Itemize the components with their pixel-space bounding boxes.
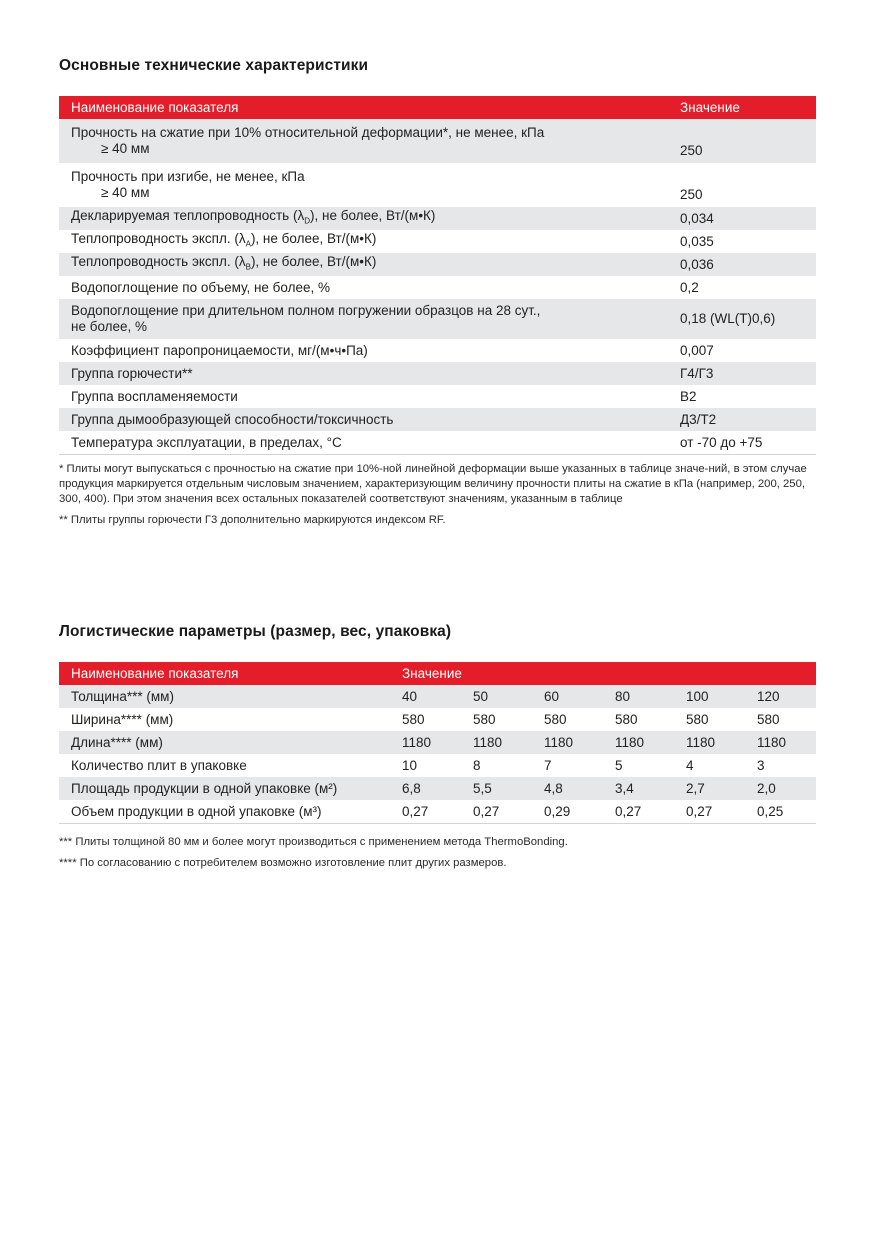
row-value: 120 xyxy=(745,685,816,708)
row-name xyxy=(59,230,668,253)
footnote: ** Плиты группы горючести Г3 дополнительно маркируются индексом RF. xyxy=(59,514,446,526)
row-value: 7 xyxy=(544,757,552,773)
row-value: Г4/Г3 xyxy=(668,362,816,385)
row-name: Водопоглощение по объему, не более, % xyxy=(71,279,330,295)
lambda-subscript: A xyxy=(245,239,251,249)
row-name: Группа воспламеняемости xyxy=(71,388,238,404)
row-value: 0,18 (WL(T)0,6) xyxy=(668,299,816,339)
table-row xyxy=(59,207,816,230)
table-row xyxy=(59,385,816,408)
table-row xyxy=(59,119,816,163)
row-value: Д3/Т2 xyxy=(668,408,816,431)
row-value: 1180 xyxy=(461,731,532,754)
row-name xyxy=(59,253,668,276)
row-sub: ≥ 40 мм xyxy=(101,141,150,156)
row-value: 3,4 xyxy=(603,777,674,800)
row-value: 250 xyxy=(680,187,703,202)
spec-footnotes xyxy=(59,462,816,534)
row-value: 0,036 xyxy=(668,253,816,276)
row-value: 250 xyxy=(668,119,816,163)
row-value: 50 xyxy=(461,685,532,708)
row-value: 0,27 xyxy=(461,800,532,824)
row-value: 6,8 xyxy=(390,777,461,800)
table-row xyxy=(59,800,816,824)
row-name: Коэффициент паропроницаемости, мг/(м•ч•Па) xyxy=(71,342,368,358)
row-value: 0,27 xyxy=(674,800,745,824)
table-row xyxy=(59,299,816,339)
row-value: 2,0 xyxy=(745,777,816,800)
table-row xyxy=(59,431,816,455)
row-value: 0,27 xyxy=(603,800,674,824)
row-name-line2: не более, % xyxy=(71,319,148,334)
row-value: 0,2 xyxy=(680,279,699,295)
table-row xyxy=(59,163,816,207)
row-value: 580 xyxy=(402,711,425,727)
row-value: 580 xyxy=(615,711,638,727)
logistics-header-name: Наименование показателя xyxy=(59,662,390,685)
table-row xyxy=(59,408,816,431)
footnote: * Плиты могут выпускаться с прочностью на сжатие при 10%-ной линейной деформации выше указанных в таблице значе-ний, в этом случае продукция маркируется отдельным числовым значением, характеризующим величину прочности плиты на сжатие в кПа (например, 200, 250, 300, 400). При этом значения всех остальных показателей соответствуют значениям, указанным в таблице xyxy=(59,463,807,505)
table-row xyxy=(59,276,816,299)
logistics-header-value: Значение xyxy=(390,662,816,685)
table-row xyxy=(59,685,816,708)
row-name-cell xyxy=(59,119,668,163)
row-name-cell xyxy=(59,163,668,207)
table-row xyxy=(59,253,816,276)
lambda-subscript: B xyxy=(245,262,251,272)
logistics-table-header xyxy=(59,662,816,685)
row-value: 580 xyxy=(473,711,496,727)
row-sub: ≥ 40 мм xyxy=(101,185,150,200)
row-name: Объем продукции в одной упаковке (м³) xyxy=(59,800,390,824)
row-value: 5,5 xyxy=(461,777,532,800)
logistics-footnotes xyxy=(59,835,816,877)
row-value: В2 xyxy=(680,388,697,404)
row-name: Прочность на сжатие при 10% относительной деформации*, не менее, кПа xyxy=(71,125,545,140)
row-name: Температура эксплуатации, в пределах, °С xyxy=(59,431,668,455)
row-name-part: Декларируемая теплопроводность (λ xyxy=(71,207,305,223)
row-name: Длина**** (мм) xyxy=(59,731,390,754)
row-value: 1180 xyxy=(745,731,816,754)
spec-header-value: Значение xyxy=(668,96,816,119)
row-value: 4 xyxy=(686,757,694,773)
row-value: 0,035 xyxy=(680,233,714,249)
row-value: от -70 до +75 xyxy=(668,431,816,455)
logistics-table xyxy=(59,662,816,824)
row-value: 580 xyxy=(544,711,567,727)
row-value: 60 xyxy=(532,685,603,708)
row-name-part: ), не более, Вт/(м•К) xyxy=(250,253,377,269)
row-name: Толщина*** (мм) xyxy=(59,685,390,708)
row-value: 80 xyxy=(603,685,674,708)
row-name-part: Теплопроводность экспл. (λ xyxy=(71,230,246,246)
row-value: 0,007 xyxy=(680,342,714,358)
table-row xyxy=(59,731,816,754)
row-name: Площадь продукции в одной упаковке (м²) xyxy=(59,777,390,800)
row-value: 0,034 xyxy=(668,207,816,230)
row-name: Количество плит в упаковке xyxy=(71,757,247,773)
row-value: 3 xyxy=(757,757,765,773)
row-value: 1180 xyxy=(603,731,674,754)
row-value: 0,25 xyxy=(745,800,816,824)
row-name: Водопоглощение при длительном полном погружении образцов на 28 сут., xyxy=(71,303,541,318)
spec-table xyxy=(59,96,816,455)
row-name: Ширина**** (мм) xyxy=(71,711,174,727)
row-name-cell xyxy=(59,299,668,339)
row-value: 580 xyxy=(686,711,709,727)
table-row xyxy=(59,362,816,385)
table-row xyxy=(59,708,816,731)
footnote: **** По согласованию с потребителем возможно изготовление плит других размеров. xyxy=(59,857,507,869)
logistics-section-title: Логистические параметры (размер, вес, упаковка) xyxy=(59,623,452,640)
row-name: Группа дымообразующей способности/токсичность xyxy=(59,408,668,431)
row-name-part: ), не более, Вт/(м•К) xyxy=(310,207,436,223)
row-name: Группа горючести** xyxy=(59,362,668,385)
row-value: 5 xyxy=(615,757,623,773)
spec-section-title: Основные технические характеристики xyxy=(59,57,369,74)
row-value: 1180 xyxy=(674,731,745,754)
row-value: 1180 xyxy=(390,731,461,754)
row-value: 40 xyxy=(390,685,461,708)
table-row xyxy=(59,777,816,800)
row-value: 580 xyxy=(757,711,780,727)
row-value: 10 xyxy=(402,757,418,773)
spec-header-name: Наименование показателя xyxy=(59,96,668,119)
table-row xyxy=(59,230,816,253)
spec-table-header xyxy=(59,96,816,119)
row-value: 0,27 xyxy=(390,800,461,824)
row-value: 8 xyxy=(473,757,481,773)
row-value: 100 xyxy=(674,685,745,708)
row-value: 2,7 xyxy=(674,777,745,800)
footnote: *** Плиты толщиной 80 мм и более могут производиться с применением метода ThermoBonding. xyxy=(59,836,568,848)
row-name xyxy=(59,207,668,230)
table-row xyxy=(59,339,816,362)
row-value: 1180 xyxy=(532,731,603,754)
lambda-subscript: D xyxy=(304,216,310,226)
row-value: 4,8 xyxy=(532,777,603,800)
row-value: 0,29 xyxy=(532,800,603,824)
row-name-part: ), не более, Вт/(м•К) xyxy=(250,230,377,246)
table-row xyxy=(59,754,816,777)
row-name: Прочность при изгибе, не менее, кПа xyxy=(71,169,305,184)
row-name-part: Теплопроводность экспл. (λ xyxy=(71,253,246,269)
